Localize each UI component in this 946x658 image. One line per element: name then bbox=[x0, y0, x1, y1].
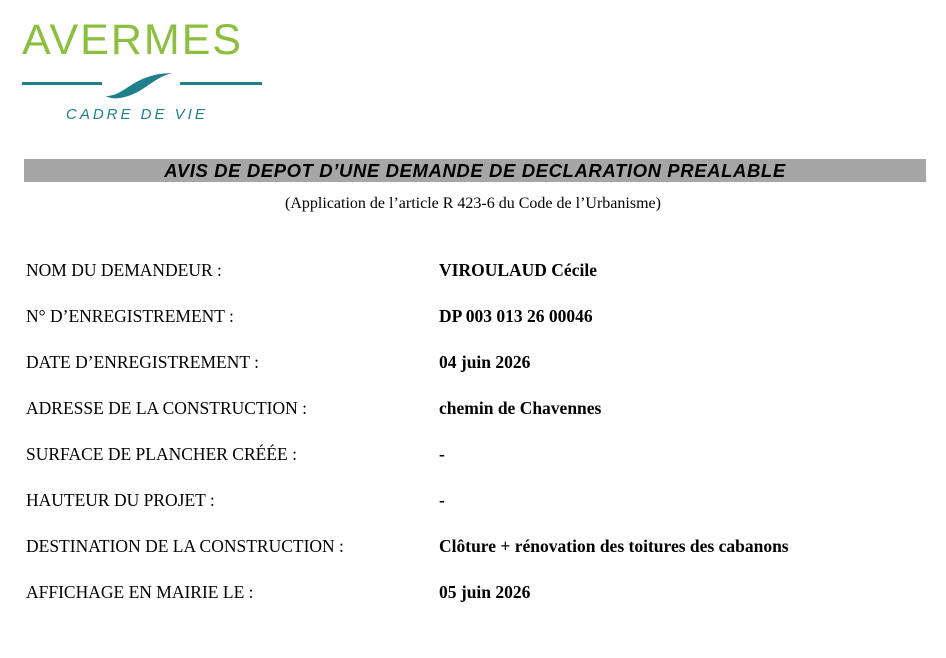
notice-title-banner: AVIS DE DEPOT D’UNE DEMANDE DE DECLARATION PREALABLE bbox=[24, 159, 926, 182]
avermes-logo bbox=[22, 16, 262, 128]
field-label: DATE D’ENREGISTREMENT : bbox=[26, 352, 259, 372]
field-label: HAUTEUR DU PROJET : bbox=[26, 490, 215, 510]
field-value: 04 juin 2026 bbox=[439, 352, 531, 372]
notice-subtitle: (Application de l’article R 423-6 du Code de l’Urbanisme) bbox=[285, 195, 661, 212]
declaration-fields bbox=[26, 259, 926, 627]
field-value: chemin de Chavennes bbox=[439, 398, 602, 418]
field-label: ADRESSE DE LA CONSTRUCTION : bbox=[26, 398, 307, 418]
field-row-registration-date bbox=[26, 351, 926, 397]
logo-wordmark: AVERMES bbox=[22, 16, 244, 64]
field-value: Clôture + rénovation des toitures des cabanons bbox=[439, 536, 789, 556]
field-row-applicant-name bbox=[26, 259, 926, 305]
field-label: N° D’ENREGISTREMENT : bbox=[26, 306, 234, 326]
field-value: 05 juin 2026 bbox=[439, 582, 531, 602]
field-label: SURFACE DE PLANCHER CRÉÉE : bbox=[26, 444, 297, 464]
field-value: - bbox=[439, 490, 445, 510]
field-row-construction-address bbox=[26, 397, 926, 443]
field-label: DESTINATION DE LA CONSTRUCTION : bbox=[26, 536, 344, 556]
logo-tagline: CADRE DE VIE bbox=[66, 106, 208, 123]
field-label: AFFICHAGE EN MAIRIE LE : bbox=[26, 582, 254, 602]
field-row-registration-number bbox=[26, 305, 926, 351]
field-row-project-height bbox=[26, 489, 926, 535]
field-value: - bbox=[439, 444, 445, 464]
field-value: DP 003 013 26 00046 bbox=[439, 306, 593, 326]
field-label: NOM DU DEMANDEUR : bbox=[26, 260, 222, 280]
logo-wave-icon bbox=[22, 70, 262, 106]
field-row-floor-area bbox=[26, 443, 926, 489]
field-value: VIROULAUD Cécile bbox=[439, 260, 597, 280]
field-row-posting-date bbox=[26, 581, 926, 627]
field-row-construction-purpose bbox=[26, 535, 926, 581]
